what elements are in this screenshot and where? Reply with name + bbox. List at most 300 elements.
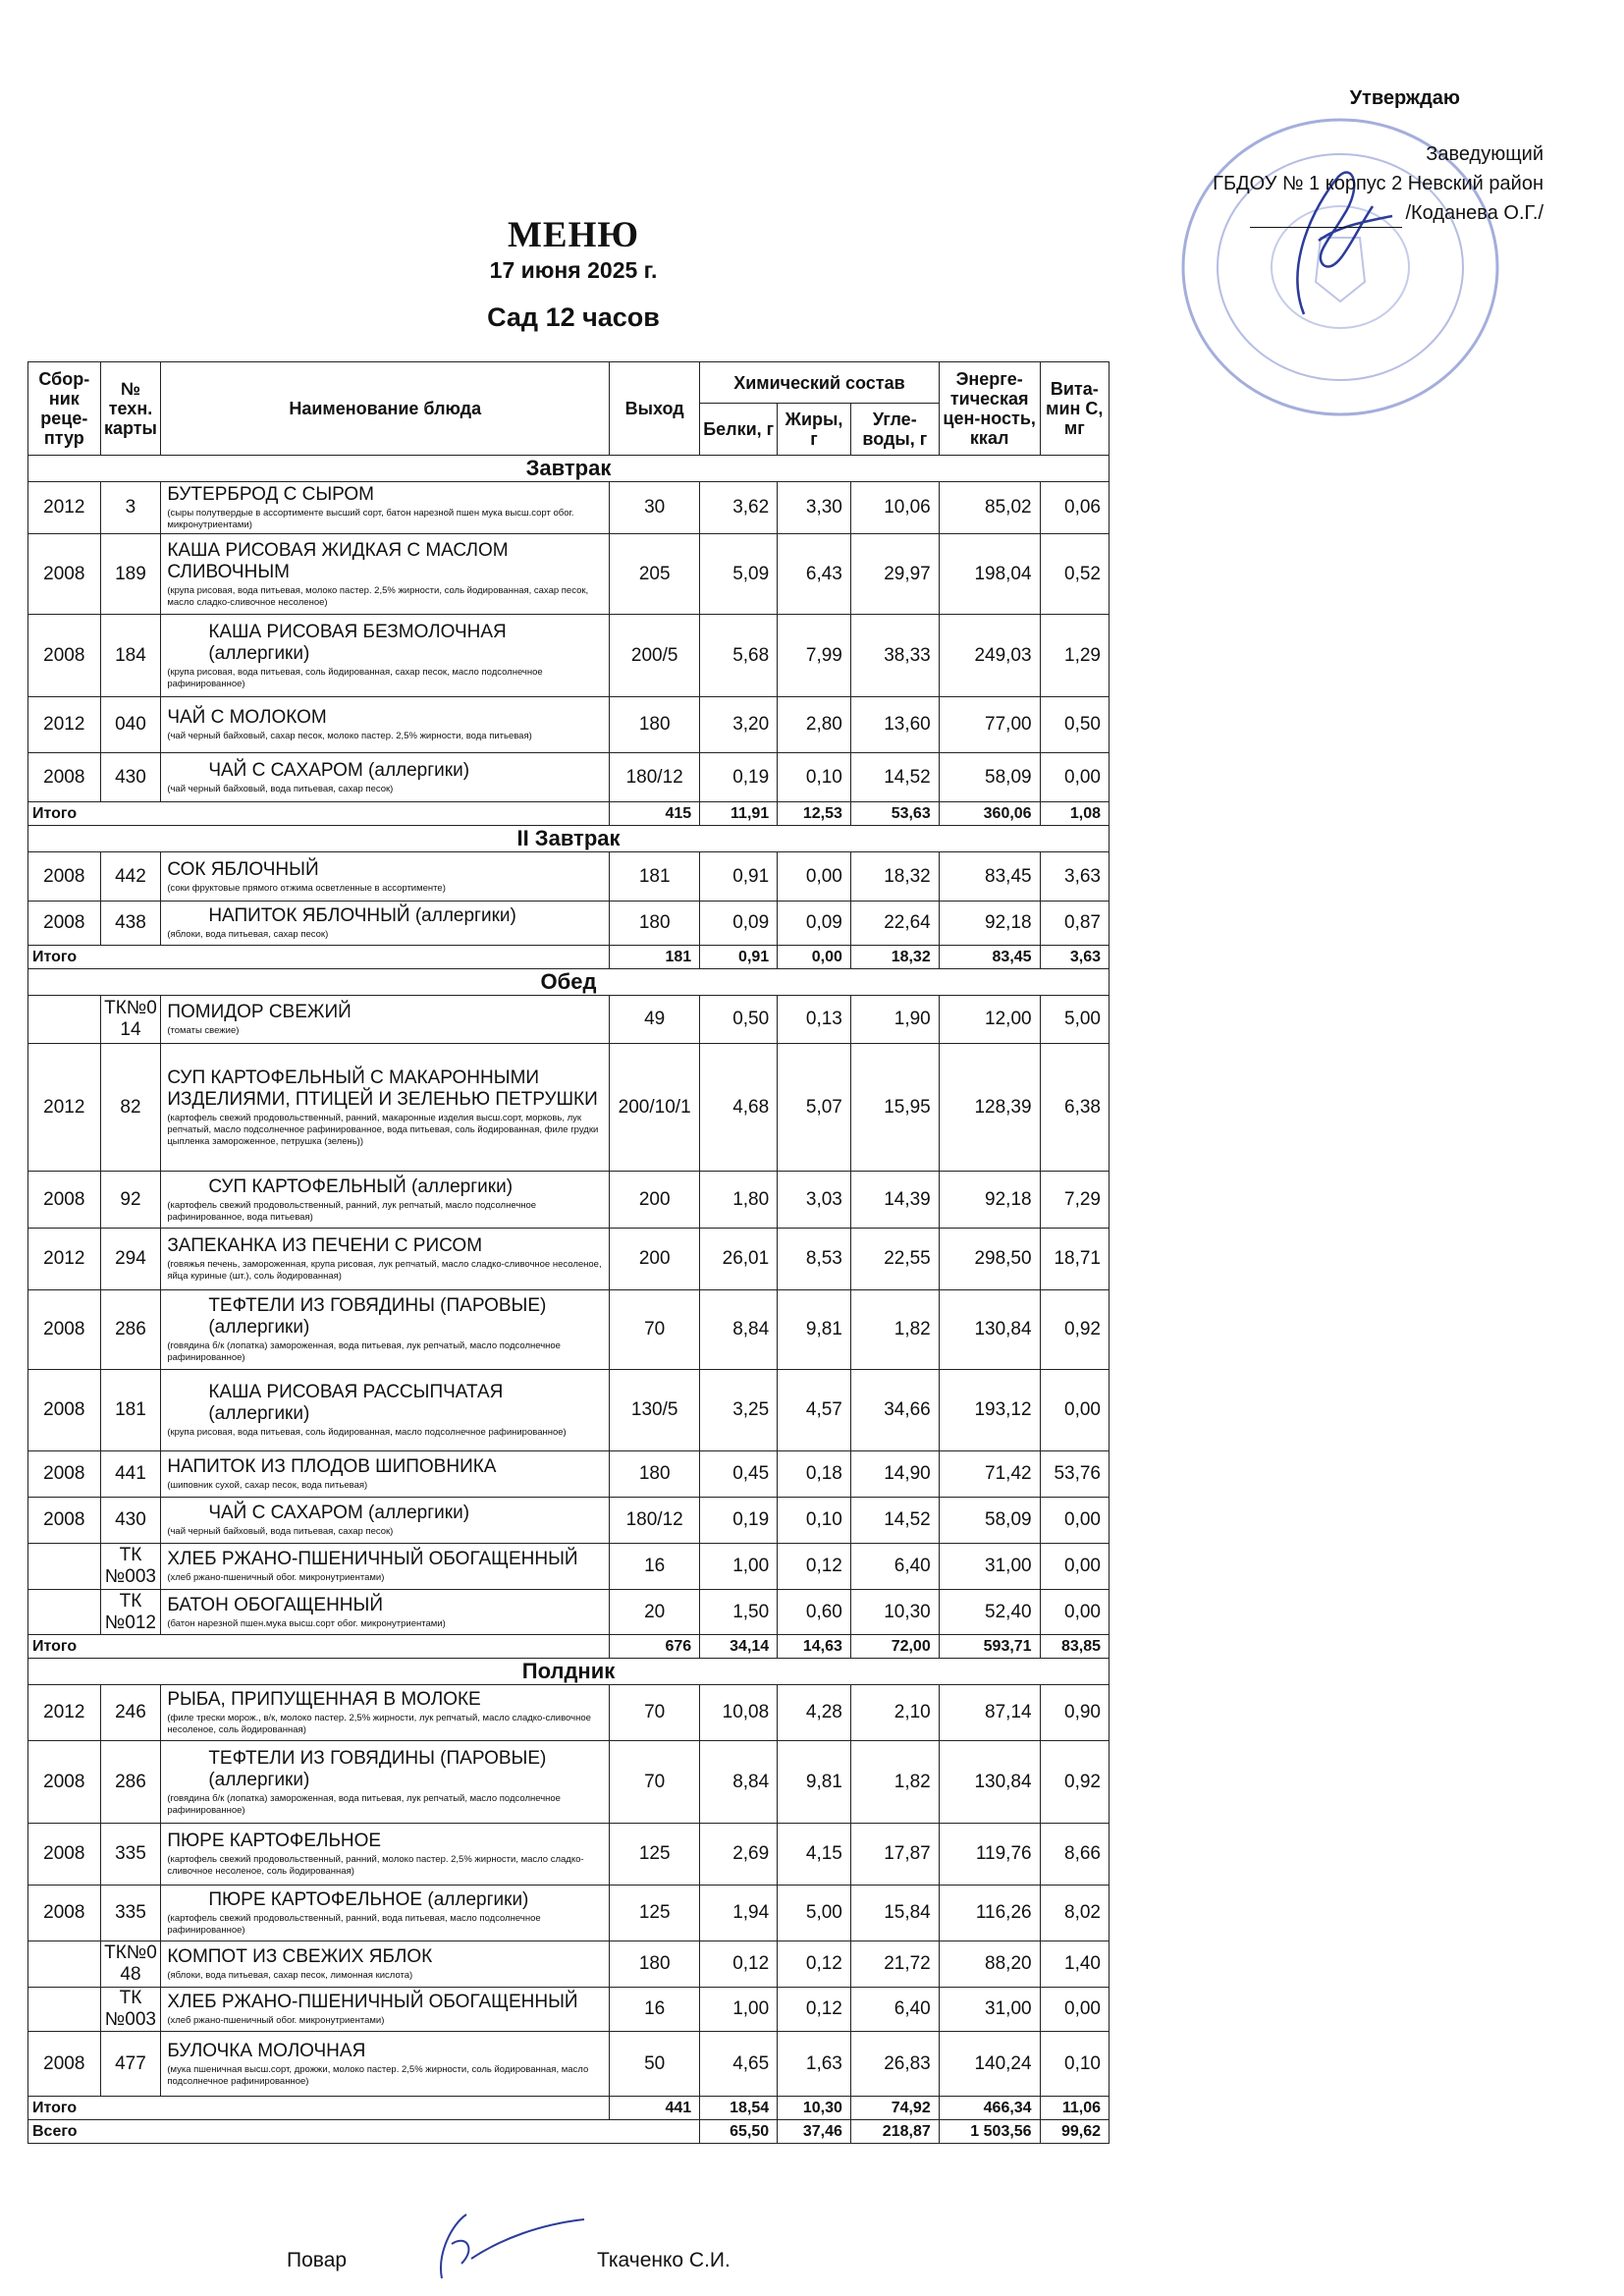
section-row <box>28 969 1110 996</box>
dish-title: СОК ЯБЛОЧНЫЙ <box>167 858 319 880</box>
cell-energy: 88,20 <box>939 1941 1040 1988</box>
table-row <box>28 1229 1110 1290</box>
table-row <box>28 1370 1110 1451</box>
grand-total-proteins: 65,50 <box>700 2120 778 2144</box>
cell-carbs: 6,40 <box>850 1988 939 2032</box>
cell-tech-card: 181 <box>100 1370 161 1451</box>
cell-output: 181 <box>610 852 700 902</box>
cell-output: 180 <box>610 1451 700 1498</box>
dish-title: СУП КАРТОФЕЛЬНЫЙ (аллергики) <box>208 1175 514 1197</box>
total-energy: 83,45 <box>939 946 1040 969</box>
dish-composition: (мука пшеничная высш.сорт, дрожжи, молоко пастер. 2,5% жирности, соль йодированная, масло подсолнечное рафинированное) <box>167 2063 589 2087</box>
cell-carbs: 10,06 <box>850 482 939 534</box>
cell-carbs: 18,32 <box>850 852 939 902</box>
cell-carbs: 14,52 <box>850 1498 939 1544</box>
cell-collection: 2012 <box>28 697 101 753</box>
total-row <box>28 802 1110 826</box>
cell-fats: 1,63 <box>778 2032 851 2097</box>
dish-composition: (хлеб ржано-пшеничный обог. микронутриентами) <box>167 2015 385 2026</box>
cell-collection: 2008 <box>28 2032 101 2097</box>
cell-tech-card: 92 <box>100 1172 161 1229</box>
cell-fats: 6,43 <box>778 534 851 615</box>
cell-tech-card: ТК №003 <box>100 1544 161 1590</box>
total-blank <box>161 1635 610 1659</box>
cell-energy: 77,00 <box>939 697 1040 753</box>
table-row <box>28 1941 1110 1988</box>
cell-energy: 71,42 <box>939 1451 1040 1498</box>
cell-tech-card: 3 <box>100 482 161 534</box>
section-row <box>28 1659 1110 1685</box>
dish-title: ХЛЕБ РЖАНО-ПШЕНИЧНЫЙ ОБОГАЩЕННЫЙ <box>167 1992 578 2012</box>
menu-date: 17 июня 2025 г. <box>489 257 658 283</box>
cell-output: 200 <box>610 1172 700 1229</box>
cell-output: 70 <box>610 1741 700 1824</box>
cell-tech-card: 438 <box>100 902 161 946</box>
dish-title: ТЕФТЕЛИ ИЗ ГОВЯДИНЫ (ПАРОВЫЕ) (аллергики) <box>208 1295 547 1338</box>
table-row <box>28 1451 1110 1498</box>
cell-collection: 2008 <box>28 1290 101 1370</box>
table-row <box>28 1044 1110 1172</box>
grand-total-fats: 37,46 <box>778 2120 851 2144</box>
table-row <box>28 852 1110 902</box>
header-proteins: Белки, г <box>700 404 778 456</box>
cell-energy: 92,18 <box>939 902 1040 946</box>
cell-proteins: 0,12 <box>700 1941 778 1988</box>
cell-carbs: 38,33 <box>850 615 939 697</box>
cell-proteins: 4,68 <box>700 1044 778 1172</box>
total-output: 676 <box>610 1635 700 1659</box>
cell-proteins: 8,84 <box>700 1290 778 1370</box>
cell-output: 70 <box>610 1290 700 1370</box>
cell-energy: 12,00 <box>939 996 1040 1044</box>
dish-title: ПОМИДОР СВЕЖИЙ <box>167 1002 352 1022</box>
cell-vitamin: 0,00 <box>1040 1544 1109 1590</box>
dish-composition: (картофель свежий продовольственный, ранний, макаронные изделия высш.сорт, морковь, лук репчатый, масло подсолнечное рафинированное, вода питьевая, соль йодированная, филе грудки цыпленка замороженное, петрушка (зелень)) <box>167 1112 599 1147</box>
cell-tech-card: 286 <box>100 1290 161 1370</box>
total-label: Итого <box>28 2097 161 2120</box>
cell-carbs: 34,66 <box>850 1370 939 1451</box>
cell-output: 180 <box>610 697 700 753</box>
cell-proteins: 0,09 <box>700 902 778 946</box>
cell-energy: 31,00 <box>939 1988 1040 2032</box>
cell-tech-card: ТК №012 <box>100 1590 161 1635</box>
cell-collection: 2008 <box>28 1824 101 1886</box>
section-title: Полдник <box>28 1659 1110 1685</box>
cell-proteins: 1,50 <box>700 1590 778 1635</box>
cell-energy: 83,45 <box>939 852 1040 902</box>
header-chemical: Химический состав <box>700 362 940 404</box>
dish-title: КАША РИСОВАЯ РАССЫПЧАТАЯ (аллергики) <box>208 1382 504 1424</box>
signature-line <box>1250 202 1402 228</box>
cell-proteins: 3,25 <box>700 1370 778 1451</box>
cell-carbs: 6,40 <box>850 1544 939 1590</box>
cell-tech-card: 441 <box>100 1451 161 1498</box>
approval-title: Утверждаю <box>1349 87 1460 109</box>
total-row <box>28 946 1110 969</box>
cell-output: 125 <box>610 1886 700 1941</box>
cell-carbs: 14,90 <box>850 1451 939 1498</box>
cell-dish-name <box>161 1498 610 1544</box>
dish-title: НАПИТОК ИЗ ПЛОДОВ ШИПОВНИКА <box>167 1456 497 1477</box>
dish-title: КАША РИСОВАЯ ЖИДКАЯ С МАСЛОМ СЛИВОЧНЫМ <box>167 539 509 582</box>
cell-tech-card: ТК №003 <box>100 1988 161 2032</box>
cell-output: 16 <box>610 1988 700 2032</box>
cell-tech-card: 430 <box>100 1498 161 1544</box>
cell-vitamin: 0,00 <box>1040 1590 1109 1635</box>
dish-composition: (шиповник сухой, сахар песок, вода питьевая) <box>167 1480 368 1491</box>
cell-carbs: 21,72 <box>850 1941 939 1988</box>
cell-energy: 130,84 <box>939 1741 1040 1824</box>
cell-tech-card: 294 <box>100 1229 161 1290</box>
cell-fats: 0,09 <box>778 902 851 946</box>
dish-composition: (чай черный байховый, сахар песок, молоко пастер. 2,5% жирности, вода питьевая) <box>167 731 532 741</box>
total-fats: 14,63 <box>778 1635 851 1659</box>
cell-fats: 9,81 <box>778 1290 851 1370</box>
cell-dish-name <box>161 2032 610 2097</box>
cell-output: 205 <box>610 534 700 615</box>
total-vitamin: 1,08 <box>1040 802 1109 826</box>
dish-composition: (говяжья печень, замороженная, крупа рисовая, лук репчатый, масло сладко-сливочное несоленое, яйца куриные (шт.), соль йодированная) <box>167 1259 602 1282</box>
cell-vitamin: 0,00 <box>1040 1988 1109 2032</box>
total-vitamin: 83,85 <box>1040 1635 1109 1659</box>
cell-proteins: 0,45 <box>700 1451 778 1498</box>
cell-proteins: 1,00 <box>700 1988 778 2032</box>
grand-total-vitamin: 99,62 <box>1040 2120 1109 2144</box>
table-row <box>28 1290 1110 1370</box>
dish-title: БАТОН ОБОГАЩЕННЫЙ <box>167 1594 383 1615</box>
table-row <box>28 1824 1110 1886</box>
group-name: Сад 12 часов <box>487 302 660 332</box>
cell-dish-name <box>161 1044 610 1172</box>
cell-dish-name <box>161 753 610 802</box>
cell-energy: 116,26 <box>939 1886 1040 1941</box>
section-row <box>28 826 1110 852</box>
cell-collection: 2008 <box>28 753 101 802</box>
cell-collection <box>28 1988 101 2032</box>
total-label: Итого <box>28 946 161 969</box>
cell-energy: 140,24 <box>939 2032 1040 2097</box>
dish-composition: (сыры полутвердые в ассортименте высший сорт, батон нарезной пшен мука высш.сорт обог. микронутриентами) <box>167 508 574 530</box>
cell-carbs: 14,52 <box>850 753 939 802</box>
grand-total-label: Всего <box>28 2120 161 2144</box>
cell-collection: 2008 <box>28 852 101 902</box>
dish-composition: (яблоки, вода питьевая, сахар песок) <box>167 929 329 940</box>
dish-title: КОМПОТ ИЗ СВЕЖИХ ЯБЛОК <box>167 1946 433 1967</box>
cell-energy: 249,03 <box>939 615 1040 697</box>
cell-tech-card: 477 <box>100 2032 161 2097</box>
cell-output: 30 <box>610 482 700 534</box>
cell-dish-name <box>161 1544 610 1590</box>
cell-dish-name <box>161 1229 610 1290</box>
total-carbs: 18,32 <box>850 946 939 969</box>
cell-output: 180/12 <box>610 1498 700 1544</box>
cell-dish-name <box>161 1941 610 1988</box>
cell-fats: 5,07 <box>778 1044 851 1172</box>
table-row <box>28 1988 1110 2032</box>
cell-proteins: 1,80 <box>700 1172 778 1229</box>
total-proteins: 0,91 <box>700 946 778 969</box>
header-output: Выход <box>610 362 700 456</box>
cell-dish-name <box>161 482 610 534</box>
cell-carbs: 26,83 <box>850 2032 939 2097</box>
cell-collection: 2012 <box>28 1044 101 1172</box>
cell-output: 180 <box>610 902 700 946</box>
dish-title: ТЕФТЕЛИ ИЗ ГОВЯДИНЫ (ПАРОВЫЕ) (аллергики) <box>208 1747 547 1790</box>
total-energy: 360,06 <box>939 802 1040 826</box>
cell-fats: 2,80 <box>778 697 851 753</box>
dish-composition: (хлеб ржано-пшеничный обог. микронутриентами) <box>167 1572 385 1583</box>
cell-vitamin: 0,92 <box>1040 1290 1109 1370</box>
cell-collection: 2008 <box>28 534 101 615</box>
table-row <box>28 615 1110 697</box>
page-title: МЕНЮ <box>507 215 640 255</box>
cell-tech-card: ТК№0 48 <box>100 1941 161 1988</box>
cell-dish-name <box>161 852 610 902</box>
cell-proteins: 26,01 <box>700 1229 778 1290</box>
cell-fats: 4,57 <box>778 1370 851 1451</box>
dish-composition: (картофель свежий продовольственный, ранний, молоко пастер. 2,5% жирности, масло сладко-сливочное несоленое, соль йодированная) <box>167 1854 584 1877</box>
cell-vitamin: 0,92 <box>1040 1741 1109 1824</box>
total-fats: 12,53 <box>778 802 851 826</box>
cell-tech-card: 430 <box>100 753 161 802</box>
cell-dish-name <box>161 1988 610 2032</box>
total-label: Итого <box>28 1635 161 1659</box>
cook-name: Ткаченко С.И. <box>597 2249 731 2271</box>
dish-composition: (крупа рисовая, вода питьевая, молоко пастер. 2,5% жирности, соль йодированная, сахар песок, масло сладко-сливочное несоленое) <box>167 584 589 608</box>
cell-output: 20 <box>610 1590 700 1635</box>
dish-title: ЧАЙ С САХАРОМ (аллергики) <box>208 1503 470 1523</box>
cell-dish-name <box>161 996 610 1044</box>
cell-vitamin: 1,40 <box>1040 1941 1109 1988</box>
cell-output: 49 <box>610 996 700 1044</box>
cell-carbs: 15,84 <box>850 1886 939 1941</box>
cell-collection: 2012 <box>28 1685 101 1741</box>
total-row <box>28 2097 1110 2120</box>
total-proteins: 11,91 <box>700 802 778 826</box>
table-row <box>28 902 1110 946</box>
table-row <box>28 2032 1110 2097</box>
cell-proteins: 8,84 <box>700 1741 778 1824</box>
cell-collection: 2008 <box>28 1451 101 1498</box>
total-vitamin: 11,06 <box>1040 2097 1109 2120</box>
cell-energy: 58,09 <box>939 1498 1040 1544</box>
cell-dish-name <box>161 1590 610 1635</box>
header-tech-card: № техн. карты <box>100 362 161 456</box>
table-row <box>28 1685 1110 1741</box>
total-output: 441 <box>610 2097 700 2120</box>
cell-fats: 0,60 <box>778 1590 851 1635</box>
cell-fats: 0,10 <box>778 1498 851 1544</box>
total-label: Итого <box>28 802 161 826</box>
cell-dish-name <box>161 615 610 697</box>
cell-fats: 0,00 <box>778 852 851 902</box>
cell-fats: 9,81 <box>778 1741 851 1824</box>
cell-output: 200 <box>610 1229 700 1290</box>
header-fats: Жиры, г <box>778 404 851 456</box>
total-blank <box>161 802 610 826</box>
dish-composition: (крупа рисовая, вода питьевая, соль йодированная, масло подсолнечное рафинированное) <box>167 1427 567 1438</box>
cell-energy: 198,04 <box>939 534 1040 615</box>
cell-vitamin: 53,76 <box>1040 1451 1109 1498</box>
cell-proteins: 0,91 <box>700 852 778 902</box>
cell-vitamin: 1,29 <box>1040 615 1109 697</box>
cell-dish-name <box>161 1685 610 1741</box>
total-proteins: 34,14 <box>700 1635 778 1659</box>
cell-carbs: 29,97 <box>850 534 939 615</box>
dish-composition: (говядина б/к (лопатка) замороженная, вода питьевая, лук репчатый, масло подсолнечное рафинированное) <box>167 1792 561 1816</box>
cell-energy: 85,02 <box>939 482 1040 534</box>
cell-dish-name <box>161 1172 610 1229</box>
cell-carbs: 13,60 <box>850 697 939 753</box>
table-row <box>28 1544 1110 1590</box>
cell-dish-name <box>161 902 610 946</box>
grand-total-carbs: 218,87 <box>850 2120 939 2144</box>
approval-organization: ГБДОУ № 1 корпус 2 Невский район <box>1213 173 1543 194</box>
cell-proteins: 5,68 <box>700 615 778 697</box>
section-title: Обед <box>28 969 1110 996</box>
cell-tech-card: 184 <box>100 615 161 697</box>
approval-block <box>1159 83 1551 228</box>
cell-carbs: 2,10 <box>850 1685 939 1741</box>
section-row <box>28 456 1110 482</box>
cell-fats: 5,00 <box>778 1886 851 1941</box>
cell-fats: 7,99 <box>778 615 851 697</box>
approval-position: Заведующий <box>1426 143 1543 165</box>
total-row <box>28 1635 1110 1659</box>
total-carbs: 53,63 <box>850 802 939 826</box>
cell-proteins: 3,62 <box>700 482 778 534</box>
cell-vitamin: 18,71 <box>1040 1229 1109 1290</box>
cell-output: 125 <box>610 1824 700 1886</box>
cell-dish-name <box>161 1886 610 1941</box>
cell-energy: 298,50 <box>939 1229 1040 1290</box>
cell-carbs: 14,39 <box>850 1172 939 1229</box>
cell-output: 180 <box>610 1941 700 1988</box>
cell-proteins: 4,65 <box>700 2032 778 2097</box>
cell-output: 16 <box>610 1544 700 1590</box>
cell-collection <box>28 996 101 1044</box>
section-title: Завтрак <box>28 456 1110 482</box>
table-row <box>28 1498 1110 1544</box>
cell-output: 130/5 <box>610 1370 700 1451</box>
cell-proteins: 1,00 <box>700 1544 778 1590</box>
cell-vitamin: 0,52 <box>1040 534 1109 615</box>
dish-title: НАПИТОК ЯБЛОЧНЫЙ (аллергики) <box>208 905 516 926</box>
cell-vitamin: 0,00 <box>1040 1498 1109 1544</box>
cell-fats: 4,15 <box>778 1824 851 1886</box>
cell-carbs: 22,55 <box>850 1229 939 1290</box>
cell-dish-name <box>161 1824 610 1886</box>
dish-title: ПЮРЕ КАРТОФЕЛЬНОЕ (аллергики) <box>208 1889 529 1910</box>
dish-composition: (батон нарезной пшен.мука высш.сорт обог. микронутриентами) <box>167 1617 446 1629</box>
total-fats: 10,30 <box>778 2097 851 2120</box>
cell-tech-card: 040 <box>100 697 161 753</box>
dish-composition: (соки фруктовые прямого отжима осветленные в ассортименте) <box>167 882 446 894</box>
total-proteins: 18,54 <box>700 2097 778 2120</box>
dish-title: КАША РИСОВАЯ БЕЗМОЛОЧНАЯ (аллергики) <box>208 621 507 664</box>
cell-collection: 2008 <box>28 902 101 946</box>
dish-title: БУТЕРБРОД С СЫРОМ <box>167 484 375 505</box>
cell-carbs: 17,87 <box>850 1824 939 1886</box>
table-row <box>28 534 1110 615</box>
table-row <box>28 697 1110 753</box>
cell-fats: 0,13 <box>778 996 851 1044</box>
cell-energy: 52,40 <box>939 1590 1040 1635</box>
cell-vitamin: 0,87 <box>1040 902 1109 946</box>
cell-vitamin: 0,50 <box>1040 697 1109 753</box>
cell-collection: 2008 <box>28 1172 101 1229</box>
total-vitamin: 3,63 <box>1040 946 1109 969</box>
cell-tech-card: ТК№0 14 <box>100 996 161 1044</box>
table-row <box>28 753 1110 802</box>
total-output: 415 <box>610 802 700 826</box>
cell-fats: 0,12 <box>778 1988 851 2032</box>
cell-dish-name <box>161 697 610 753</box>
table-row <box>28 482 1110 534</box>
cell-fats: 0,10 <box>778 753 851 802</box>
cell-collection: 2008 <box>28 1370 101 1451</box>
cell-fats: 3,30 <box>778 482 851 534</box>
cell-vitamin: 0,00 <box>1040 753 1109 802</box>
cell-tech-card: 246 <box>100 1685 161 1741</box>
total-blank <box>161 946 610 969</box>
menu-table <box>27 361 1110 2144</box>
cell-energy: 119,76 <box>939 1824 1040 1886</box>
grand-total-energy: 1 503,56 <box>939 2120 1040 2144</box>
cell-dish-name <box>161 1290 610 1370</box>
cell-collection <box>28 1544 101 1590</box>
cell-carbs: 10,30 <box>850 1590 939 1635</box>
cell-tech-card: 335 <box>100 1824 161 1886</box>
cell-dish-name <box>161 1370 610 1451</box>
cell-dish-name <box>161 534 610 615</box>
cell-energy: 58,09 <box>939 753 1040 802</box>
cell-fats: 0,12 <box>778 1544 851 1590</box>
cell-proteins: 0,19 <box>700 1498 778 1544</box>
dish-title: ХЛЕБ РЖАНО-ПШЕНИЧНЫЙ ОБОГАЩЕННЫЙ <box>167 1549 578 1569</box>
grand-total-blank <box>161 2120 610 2144</box>
dish-title: СУП КАРТОФЕЛЬНЫЙ С МАКАРОННЫМИ ИЗДЕЛИЯМИ, ПТИЦЕЙ И ЗЕЛЕНЬЮ ПЕТРУШКИ <box>167 1066 598 1110</box>
dish-composition: (томаты свежие) <box>167 1025 240 1036</box>
grand-total-blank <box>610 2120 700 2144</box>
grand-total-row <box>28 2120 1110 2144</box>
cell-proteins: 0,50 <box>700 996 778 1044</box>
cell-proteins: 5,09 <box>700 534 778 615</box>
header-carbs: Угле-воды, г <box>850 404 939 456</box>
cook-signature-icon <box>422 2205 589 2283</box>
cell-vitamin: 0,90 <box>1040 1685 1109 1741</box>
cell-fats: 8,53 <box>778 1229 851 1290</box>
total-output: 181 <box>610 946 700 969</box>
cell-tech-card: 189 <box>100 534 161 615</box>
total-energy: 466,34 <box>939 2097 1040 2120</box>
cell-output: 180/12 <box>610 753 700 802</box>
dish-title: ПЮРЕ КАРТОФЕЛЬНОЕ <box>167 1831 382 1851</box>
cell-vitamin: 5,00 <box>1040 996 1109 1044</box>
cell-collection: 2008 <box>28 1886 101 1941</box>
approval-name: /Коданева О.Г./ <box>1405 202 1543 224</box>
dish-composition: (филе трески морож., в/к, молоко пастер. 2,5% жирности, лук репчатый, масло сладко-сливочное несоленое, соль йодированная) <box>167 1713 591 1735</box>
dish-composition: (картофель свежий продовольственный, ранний, вода питьевая, масло подсолнечное рафинированное) <box>167 1913 541 1936</box>
total-blank <box>161 2097 610 2120</box>
table-row <box>28 1741 1110 1824</box>
dish-title: РЫБА, ПРИПУЩЕННАЯ В МОЛОКЕ <box>167 1689 481 1710</box>
cell-energy: 128,39 <box>939 1044 1040 1172</box>
cell-proteins: 1,94 <box>700 1886 778 1941</box>
header-energy: Энерге-тическая цен-ность, ккал <box>939 362 1040 456</box>
total-carbs: 74,92 <box>850 2097 939 2120</box>
dish-title: ЗАПЕКАНКА ИЗ ПЕЧЕНИ С РИСОМ <box>167 1235 483 1256</box>
